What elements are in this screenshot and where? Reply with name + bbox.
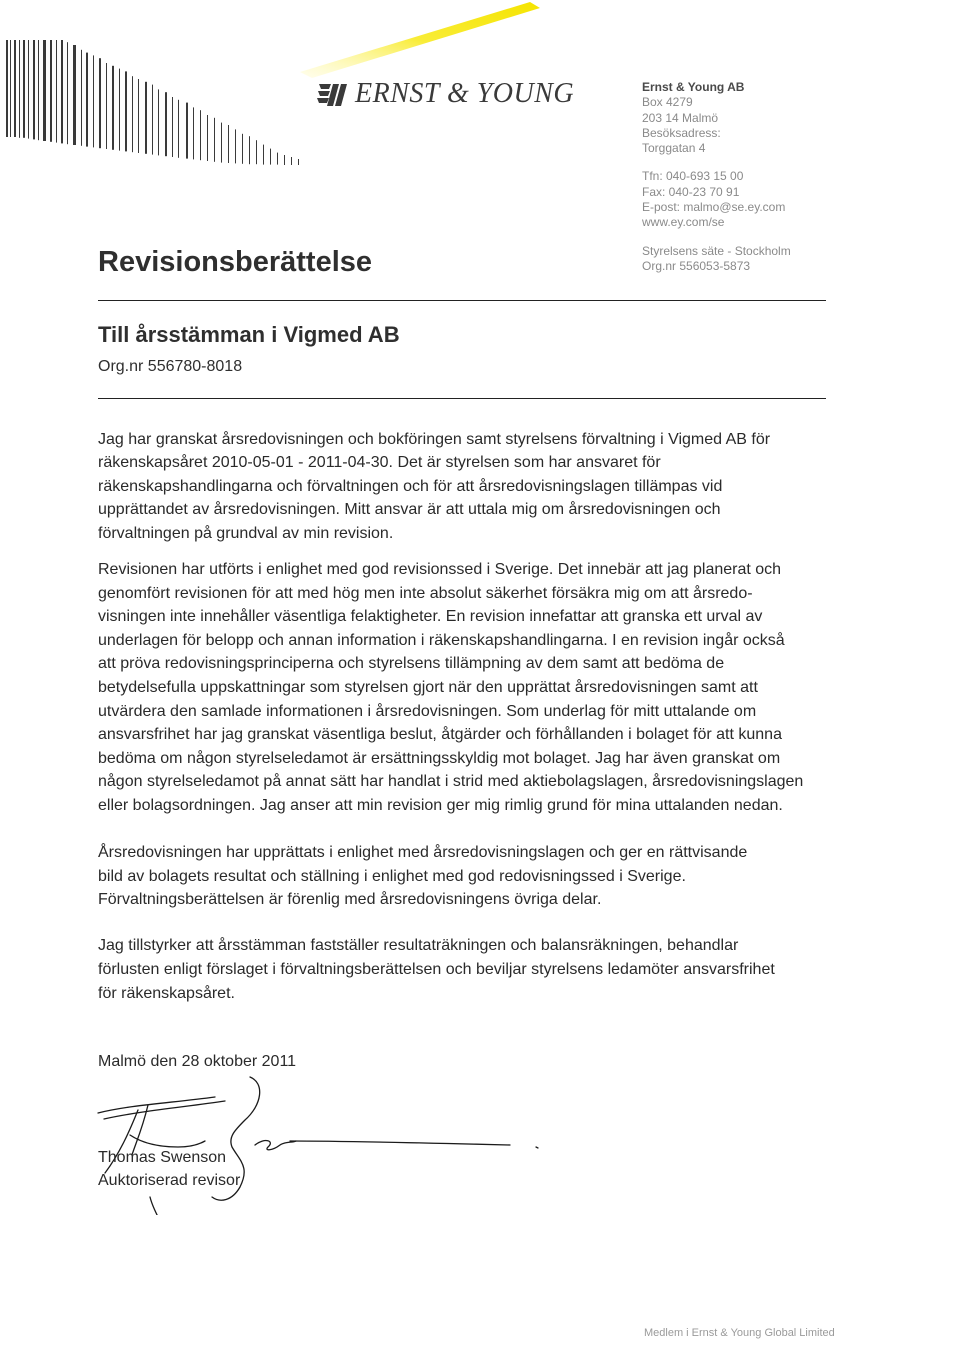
board-seat: Styrelsens säte - Stockholm xyxy=(642,243,791,258)
recipient-heading: Till årsstämman i Vigmed AB xyxy=(98,322,400,347)
email-address: E-post: malmo@se.ey.com xyxy=(642,200,786,215)
paragraph-scope xyxy=(98,428,878,545)
text-line: upprättandet av årsredovisningen. Mitt ansvar är att uttala mig om årsredovisningen och xyxy=(98,501,721,519)
barcode-stripe xyxy=(38,40,39,140)
handwritten-signature xyxy=(90,1075,540,1215)
text-line: Jag har granskat årsredovisningen och bokföringen samt styrelsens förvaltning i Vigmed AB för xyxy=(98,431,771,448)
place-and-date: Malmö den 28 oktober 2011 xyxy=(98,1053,297,1070)
barcode-stripe xyxy=(119,69,120,151)
barcode-stripe xyxy=(67,42,68,144)
barcode-stripe xyxy=(263,145,264,165)
barcode-stripe xyxy=(178,100,179,158)
barcode-stripe xyxy=(112,66,114,150)
barcode-stripe xyxy=(228,125,229,163)
barcode-stripe xyxy=(86,53,88,147)
barcode-stripe xyxy=(56,40,57,143)
text-line: eller bolagsordningen. Jag anser att min revision ger mig rimlig grund för mina uttalanden nedan. xyxy=(98,796,783,814)
text-line: ansvarsfrihet har jag granskat väsentliga beslut, åtgärder och förhållanden i bolaget för att kunna xyxy=(98,726,782,744)
barcode-stripes xyxy=(0,40,310,165)
barcode-stripe xyxy=(298,159,299,165)
barcode-stripe xyxy=(291,157,292,165)
paragraph-audit-method xyxy=(98,558,878,818)
barcode-stripe xyxy=(256,140,257,164)
barcode-stripe xyxy=(277,153,278,165)
signer-title: Auktoriserad revisor xyxy=(98,1172,241,1189)
barcode-stripe xyxy=(125,71,127,151)
barcode-stripe xyxy=(172,97,173,157)
text-line: att pröva redovisningsprinciperna och styrelsens tillämpning av dem samt att bedöma de xyxy=(98,655,725,673)
text-line: räkenskapsåret 2010-05-01 - 2011-04-30. Det är styrelsen som har ansvaret för xyxy=(98,454,661,472)
ey-logo-icon xyxy=(315,80,349,108)
barcode-stripe xyxy=(221,123,222,163)
barcode-stripe xyxy=(33,40,35,139)
barcode-stripe xyxy=(6,40,8,137)
text-line: Årsredovisningen har upprättats i enlighet med årsredovisningslagen och ger en rättvisande xyxy=(98,844,748,861)
text-line: förlusten enligt förslaget i förvaltningsberättelsen och beviljar styrelsens ledamöter ansvarsfrihet xyxy=(98,960,775,978)
divider-top xyxy=(98,300,826,301)
text-line: bild av bolagets resultat och ställning i enlighet med god redovisningssed i Sverige. xyxy=(98,867,686,885)
signer-name: Thomas Swenson xyxy=(98,1149,227,1166)
phone-number: Tfn: 040-693 15 00 xyxy=(642,169,744,184)
barcode-stripe xyxy=(152,85,153,155)
barcode-stripe xyxy=(249,136,250,164)
barcode-stripe xyxy=(284,155,285,165)
barcode-stripe xyxy=(93,55,94,147)
text-line: förvaltningen på grundval av min revision. xyxy=(98,524,394,542)
text-line: för räkenskapsåret. xyxy=(98,984,235,1002)
barcode-stripe xyxy=(270,149,271,165)
barcode-stripe xyxy=(10,40,11,137)
visit-address-label: Besöksadress: xyxy=(642,125,721,140)
barcode-stripe xyxy=(158,89,159,155)
barcode-stripe xyxy=(81,50,82,146)
text-line: Revisionen har utförts i enlighet med god revisionssed i Sverige. Det innebär att jag planerat och xyxy=(98,561,782,578)
text-line: bedöma om någon styrelseledamot är ersättningsskyldig mot bolaget. Jag har även granskat om xyxy=(98,749,781,767)
street-address: Torggatan 4 xyxy=(642,141,706,156)
barcode-stripe xyxy=(145,82,147,154)
logo-wordmark: ERNST & YOUNG xyxy=(355,78,575,109)
barcode-stripe xyxy=(19,40,20,138)
barcode-stripe xyxy=(235,129,236,163)
text-line: någon styrelseledamot på annat sätt har handlat i strid med aktiebolagslagen, årsredovisningslagen xyxy=(98,773,804,791)
barcode-stripe xyxy=(200,110,201,160)
barcode-stripe xyxy=(165,92,167,156)
barcode-stripe xyxy=(186,103,188,159)
barcode-stripe xyxy=(73,45,76,145)
yellow-beam-graphic xyxy=(300,0,560,80)
text-line: Jag tillstyrker att årsstämman fastställer resultaträkningen och balansräkningen, behandlar xyxy=(98,937,739,954)
text-line: räkenskapshandlingarna och förvaltningen och för att årsredovisningslagen tillämpas vid xyxy=(98,477,723,495)
postal-code-city: 203 14 Malmö xyxy=(642,110,719,125)
barcode-stripe xyxy=(50,40,52,142)
document-title: Revisionsberättelse xyxy=(98,246,373,278)
barcode-stripe xyxy=(43,40,46,141)
barcode-stripe xyxy=(214,118,215,162)
barcode-stripe xyxy=(23,40,25,138)
company-name: Ernst & Young AB xyxy=(642,80,745,94)
paragraph-recommendation xyxy=(98,934,878,1005)
text-line: Förvaltningsberättelsen är förenlig med årsredovisningens övriga delar. xyxy=(98,891,602,908)
text-line: genomfört revisionen för att med hög men inte absolut säkerhet försäkra mig om att årsredo- xyxy=(98,584,753,602)
barcode-stripe xyxy=(14,40,16,137)
ernst-young-logo xyxy=(315,78,574,110)
divider-bottom xyxy=(98,398,826,399)
postal-box: Box 4279 xyxy=(642,95,693,110)
paragraph-opinion xyxy=(98,841,878,912)
barcode-stripe xyxy=(106,63,107,149)
company-org-nr: Org.nr 556053-5873 xyxy=(642,258,751,273)
company-address-block xyxy=(642,80,942,274)
text-line: visningen inte innehåller väsentliga felaktigheter. En revision innefattar att granska ett urval av xyxy=(98,608,763,626)
client-org-nr: Org.nr 556780-8018 xyxy=(98,358,243,375)
text-line: utvärdera den samlade informationen i årsredovisningen. Som underlag för mitt uttalande om xyxy=(98,702,757,720)
barcode-stripe xyxy=(207,115,208,161)
text-line: betydelsefulla uppskattningar som styrelsen gjort när den upprättat årsredovisningen samt att xyxy=(98,678,758,696)
footer-membership: Medlem i Ernst & Young Global Limited xyxy=(644,1327,835,1339)
website: www.ey.com/se xyxy=(642,215,725,230)
barcode-stripe xyxy=(99,58,101,148)
fax-number: Fax: 040-23 70 91 xyxy=(642,184,740,199)
barcode-stripe xyxy=(138,79,139,153)
text-line: underlagen för belopp och annan information i räkenskapshandlingarna. I en revision ingår också xyxy=(98,631,785,649)
barcode-stripe xyxy=(28,40,29,139)
barcode-stripe xyxy=(242,134,243,164)
barcode-stripe xyxy=(193,107,194,159)
barcode-stripe xyxy=(132,76,133,152)
barcode-stripe xyxy=(61,40,63,143)
